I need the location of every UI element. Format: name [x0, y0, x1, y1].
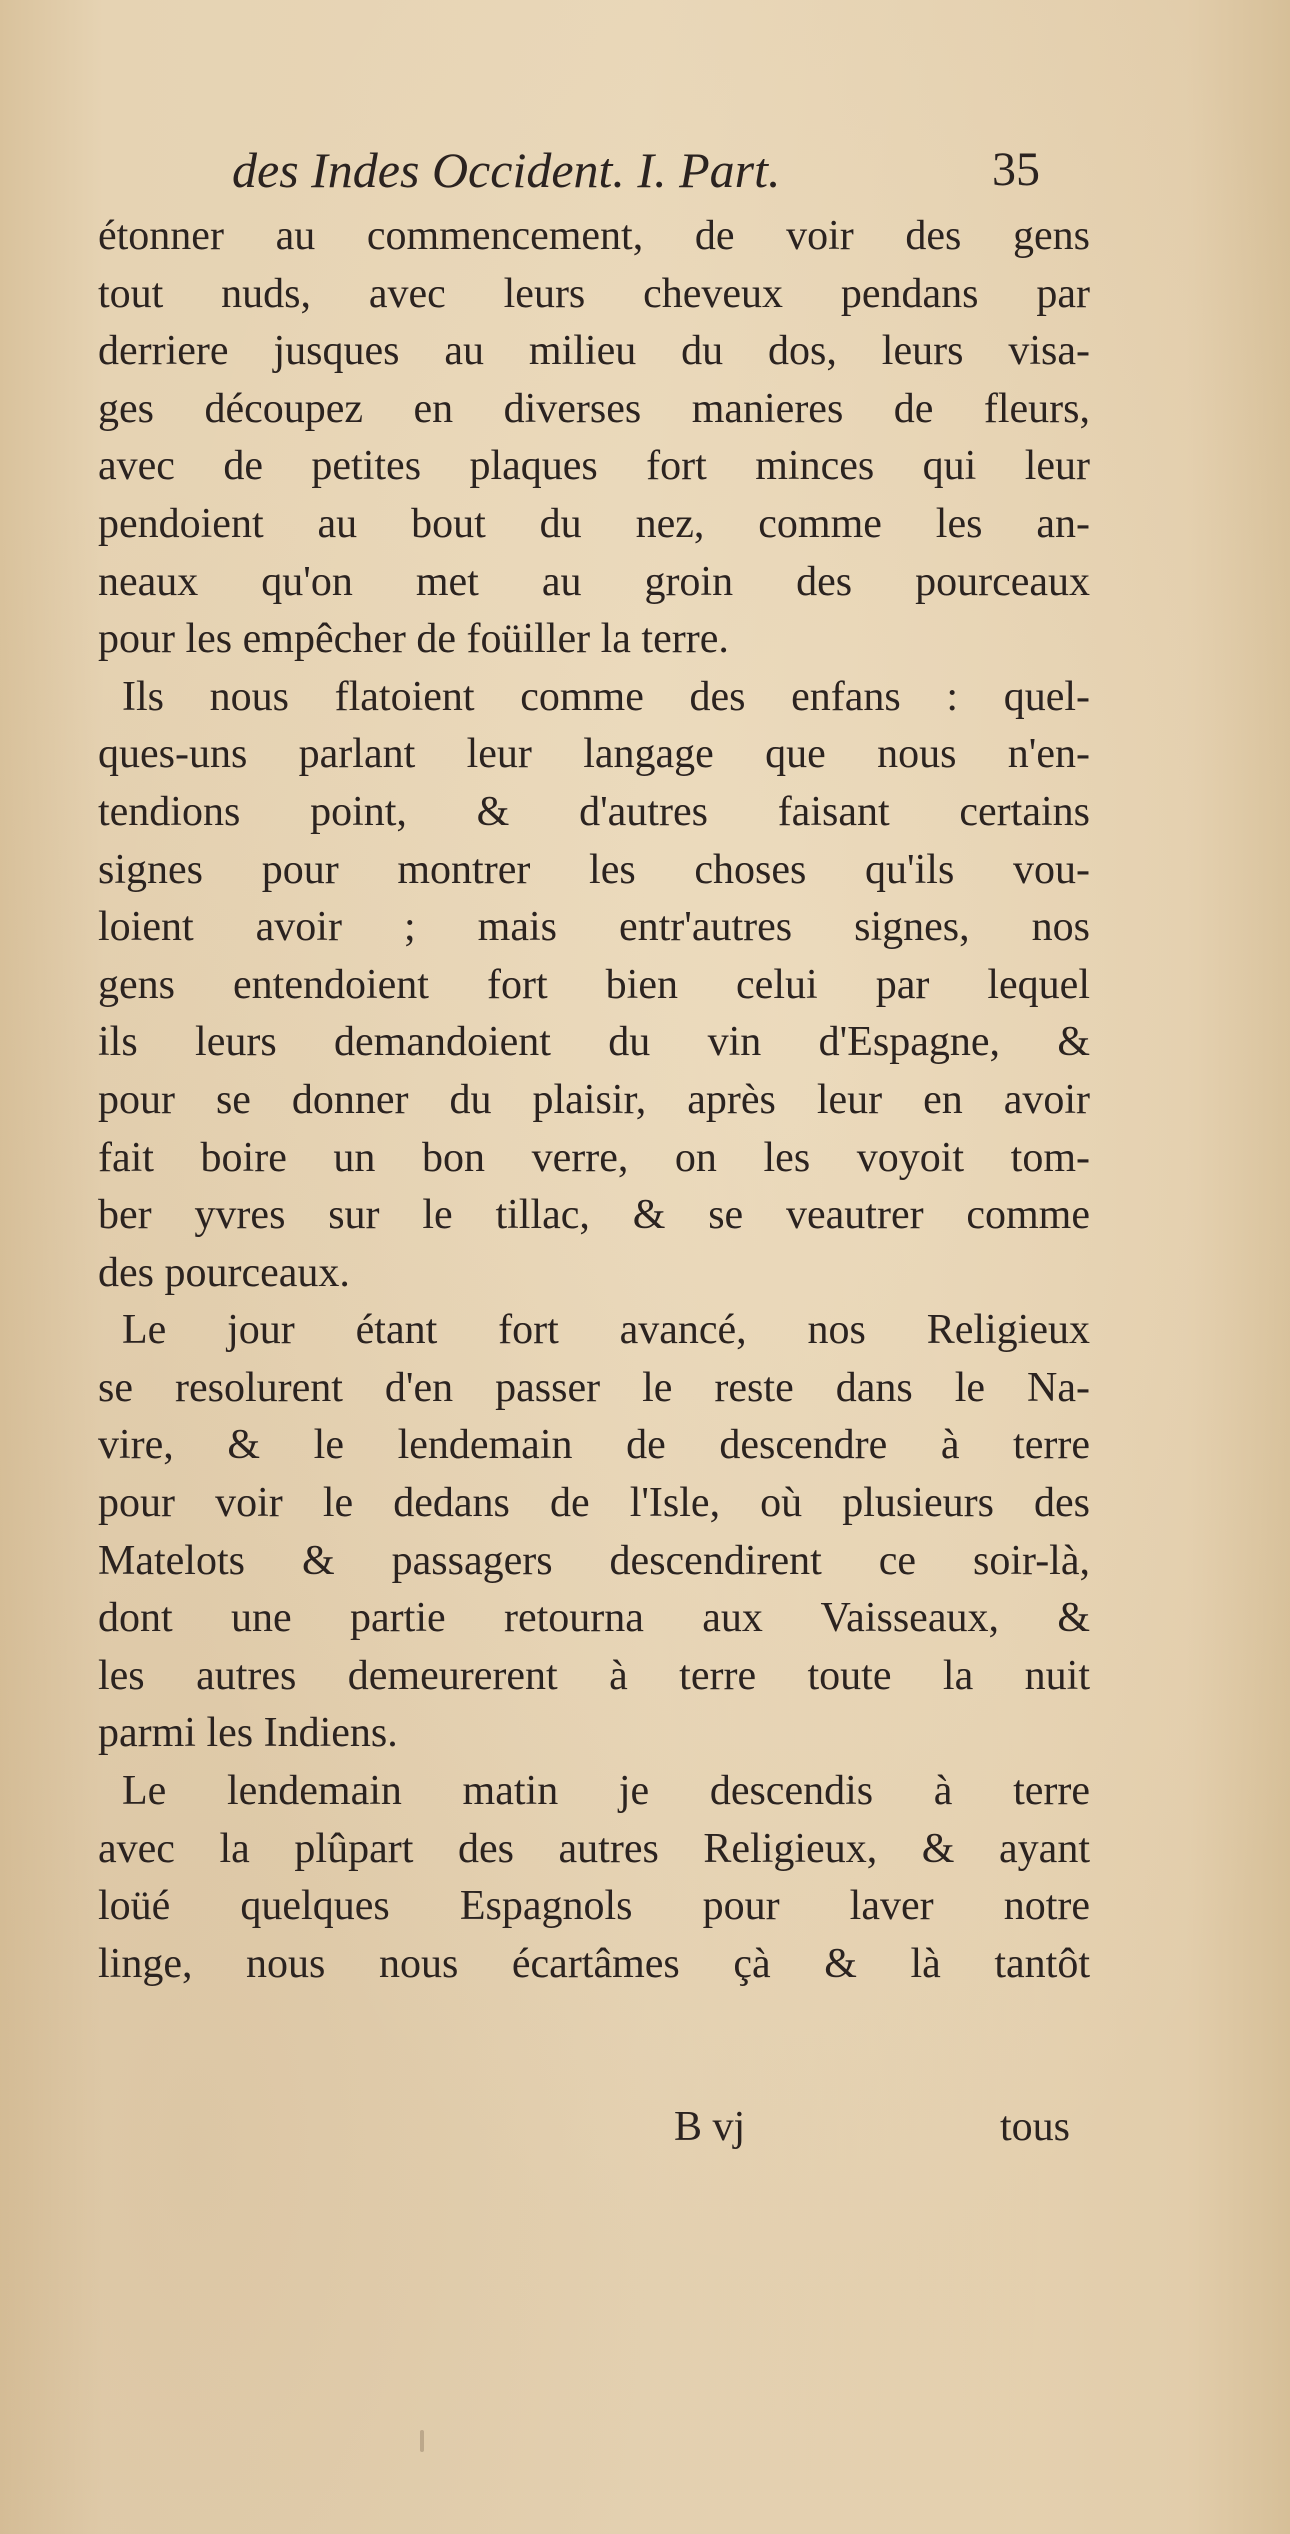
page-footer: [0, 2098, 1290, 2156]
text-line: étonner au commencement, de voir des gens: [98, 213, 1090, 259]
text-line: pour se donner du plaisir, après leur en avoir: [98, 1076, 1090, 1123]
text-line: Ils nous flatoient comme des enfans : quel-: [122, 673, 1090, 720]
text-line: derriere jusques au milieu du dos, leurs visa-: [98, 328, 1090, 375]
text-line: dont une partie retourna aux Vaisseaux, &: [98, 1595, 1090, 1642]
text-line: Matelots & passagers descendirent ce soir-là,: [98, 1537, 1090, 1584]
text-line: tendions point, & d'autres faisant certains: [98, 788, 1090, 835]
text-line: parmi les Indiens.: [98, 1710, 398, 1757]
text-line: ber yvres sur le tillac, & se veautrer comme: [98, 1192, 1090, 1239]
text-line: avec la plûpart des autres Religieux, & ayant: [98, 1825, 1090, 1872]
text-line: loüé quelques Espagnols pour laver notre: [98, 1883, 1090, 1930]
paper-blemish: [420, 2430, 424, 2452]
running-head: des Indes Occident. I. Part.: [232, 142, 781, 198]
text-line: se resolurent d'en passer le reste dans le Na-: [98, 1364, 1090, 1411]
text-line: loient avoir ; mais entr'autres signes, nos: [98, 904, 1090, 951]
body-text: [98, 208, 1090, 1993]
text-line: des pourceaux.: [98, 1249, 350, 1296]
text-line: Le lendemain matin je descendis à terre: [122, 1768, 1090, 1815]
catchword: tous: [1000, 2104, 1071, 2150]
text-line: pendoient au bout du nez, comme les an-: [98, 500, 1090, 547]
text-line: les autres demeurerent à terre toute la nuit: [98, 1652, 1090, 1699]
text-line: vire, & le lendemain de descendre à terre: [98, 1422, 1090, 1469]
signature-mark: B vj: [674, 2104, 746, 2150]
text-line: ils leurs demandoient du vin d'Espagne, &: [98, 1019, 1090, 1066]
text-line: avec de petites plaques fort minces qui leur: [98, 443, 1090, 490]
page-header: [0, 140, 1290, 200]
text-line: fait boire un bon verre, on les voyoit tom-: [98, 1134, 1090, 1181]
page-number: 35: [992, 143, 1040, 196]
text-line: Le jour étant fort avancé, nos Religieux: [122, 1307, 1090, 1354]
text-line: gens entendoient fort bien celui par lequel: [98, 961, 1090, 1008]
text-line: ques-uns parlant leur langage que nous n'en-: [98, 731, 1090, 778]
text-line: linge, nous nous écartâmes çà & là tantôt: [98, 1940, 1090, 1987]
text-line: ges découpez en diverses manieres de fleurs,: [98, 385, 1090, 432]
text-line: tout nuds, avec leurs cheveux pendans par: [98, 270, 1090, 317]
text-line: neaux qu'on met au groin des pourceaux: [98, 558, 1090, 605]
text-line: signes pour montrer les choses qu'ils vou-: [98, 846, 1090, 893]
text-line: pour les empêcher de foüiller la terre.: [98, 616, 729, 663]
text-line: pour voir le dedans de l'Isle, où plusieurs des: [98, 1480, 1090, 1527]
